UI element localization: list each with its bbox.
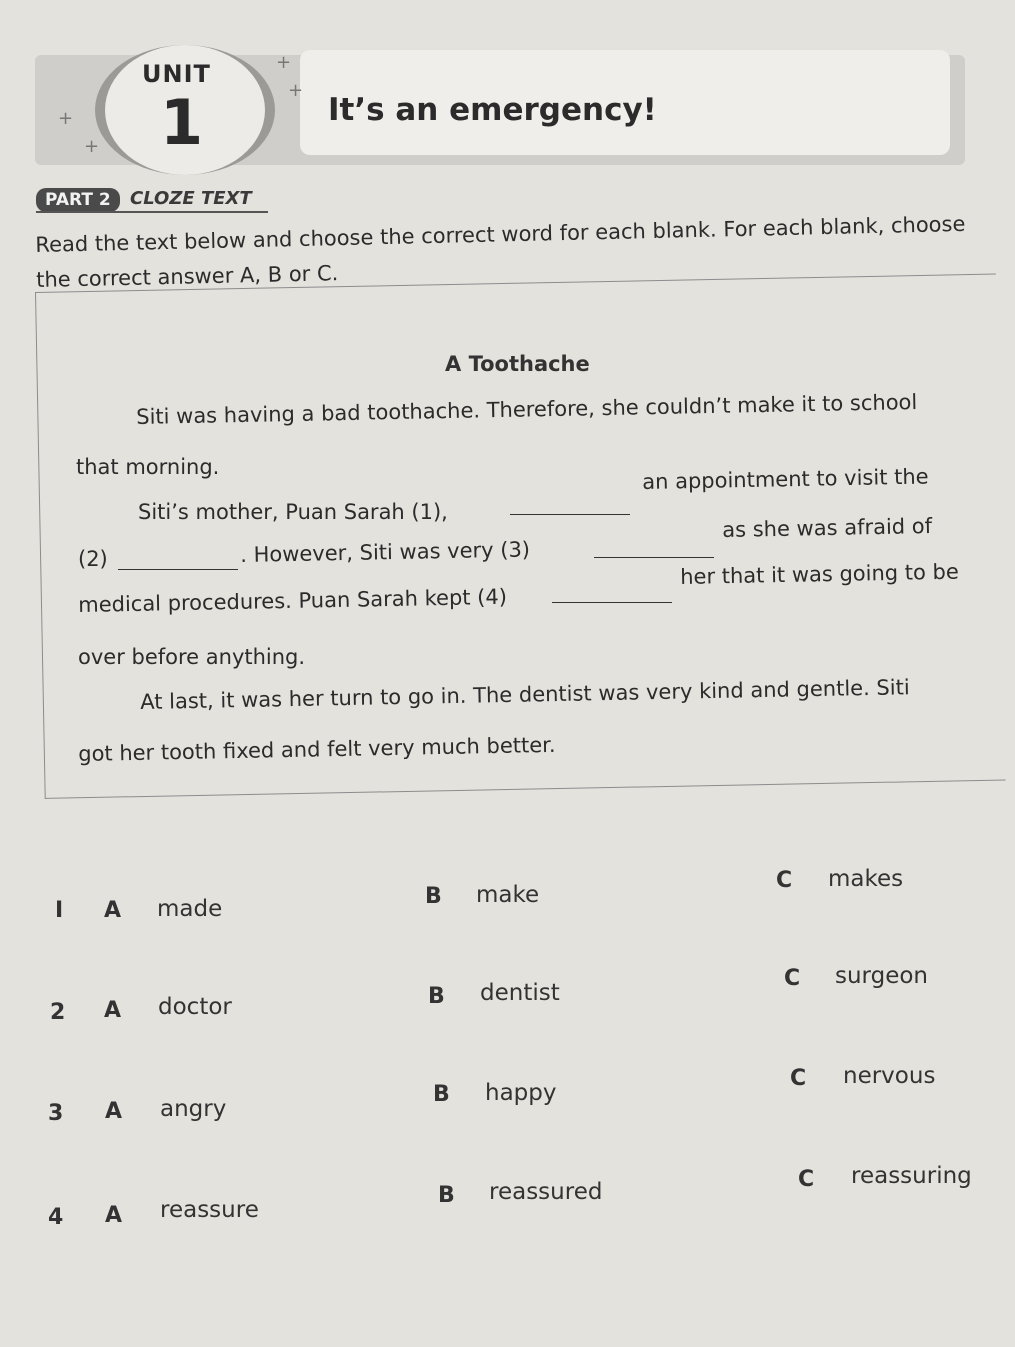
sparkle-icon: + [288, 80, 304, 101]
blank-1[interactable] [510, 494, 630, 515]
unit-label: UNIT [142, 60, 211, 88]
option-letter-c: C [790, 1066, 807, 1091]
option-letter-c: C [776, 868, 793, 893]
question-number: 3 [48, 1101, 64, 1126]
option-letter-b: B [433, 1082, 450, 1107]
passage-line-4c: as she was afraid of [722, 513, 933, 542]
passage-line-1: Siti was having a bad toothache. Therefore, she couldn’t make it to school [136, 390, 918, 429]
option-a[interactable]: reassure [160, 1197, 259, 1223]
part-title: CLOZE TEXT [130, 188, 252, 209]
option-letter-a: A [104, 998, 122, 1023]
part-underline [36, 211, 268, 213]
passage-line-6: over before anything. [78, 645, 306, 669]
instructions: Read the text below and choose the correct word for each blank. For each blank, choose the correct answer A, B or C. [35, 211, 966, 292]
option-a[interactable]: doctor [158, 994, 232, 1020]
passage-line-4b: . However, Siti was very (3) [240, 537, 531, 567]
passage-line-3a: Siti’s mother, Puan Sarah (1), [138, 500, 448, 524]
passage-title: A Toothache [445, 352, 590, 376]
passage-line-4a: (2) [78, 547, 108, 571]
page-title: It’s an emergency! [328, 92, 657, 128]
option-c[interactable]: makes [828, 866, 904, 892]
option-b[interactable]: happy [485, 1080, 557, 1106]
sparkle-icon: + [58, 108, 74, 129]
passage-line-5a: medical procedures. Puan Sarah kept (4) [78, 584, 508, 617]
option-c[interactable]: nervous [843, 1063, 936, 1089]
sparkle-icon: + [84, 136, 100, 157]
sparkle-icon: + [276, 52, 292, 73]
passage-line-7: At last, it was her turn to go in. The dentist was very kind and gentle. Siti [140, 675, 910, 714]
passage-line-5b: her that it was going to be [680, 559, 960, 589]
option-c[interactable]: surgeon [835, 963, 929, 989]
blank-3[interactable] [594, 537, 714, 558]
passage-line-8: got her tooth fixed and felt very much better. [78, 732, 556, 766]
option-b[interactable]: make [476, 882, 540, 908]
option-letter-a: A [104, 898, 122, 923]
option-letter-b: B [438, 1183, 455, 1208]
option-letter-a: A [105, 1099, 123, 1124]
blank-2[interactable] [118, 549, 238, 570]
option-b[interactable]: reassured [489, 1179, 603, 1205]
option-letter-b: B [425, 884, 442, 909]
option-letter-c: C [784, 966, 801, 991]
part-badge: PART 2 [36, 188, 120, 212]
option-b[interactable]: dentist [480, 980, 560, 1006]
blank-4[interactable] [552, 582, 672, 603]
question-number: 4 [48, 1205, 64, 1230]
option-a[interactable]: made [157, 896, 223, 922]
unit-number: 1 [160, 86, 204, 159]
question-number: I [55, 898, 64, 923]
option-letter-a: A [105, 1203, 123, 1228]
option-letter-c: C [798, 1167, 815, 1192]
option-letter-b: B [428, 984, 445, 1009]
option-c[interactable]: reassuring [851, 1163, 972, 1189]
passage-line-3b: an appointment to visit the [642, 464, 929, 494]
option-a[interactable]: angry [160, 1096, 227, 1122]
passage-line-2: that morning. [76, 455, 220, 479]
question-number: 2 [50, 1000, 66, 1025]
